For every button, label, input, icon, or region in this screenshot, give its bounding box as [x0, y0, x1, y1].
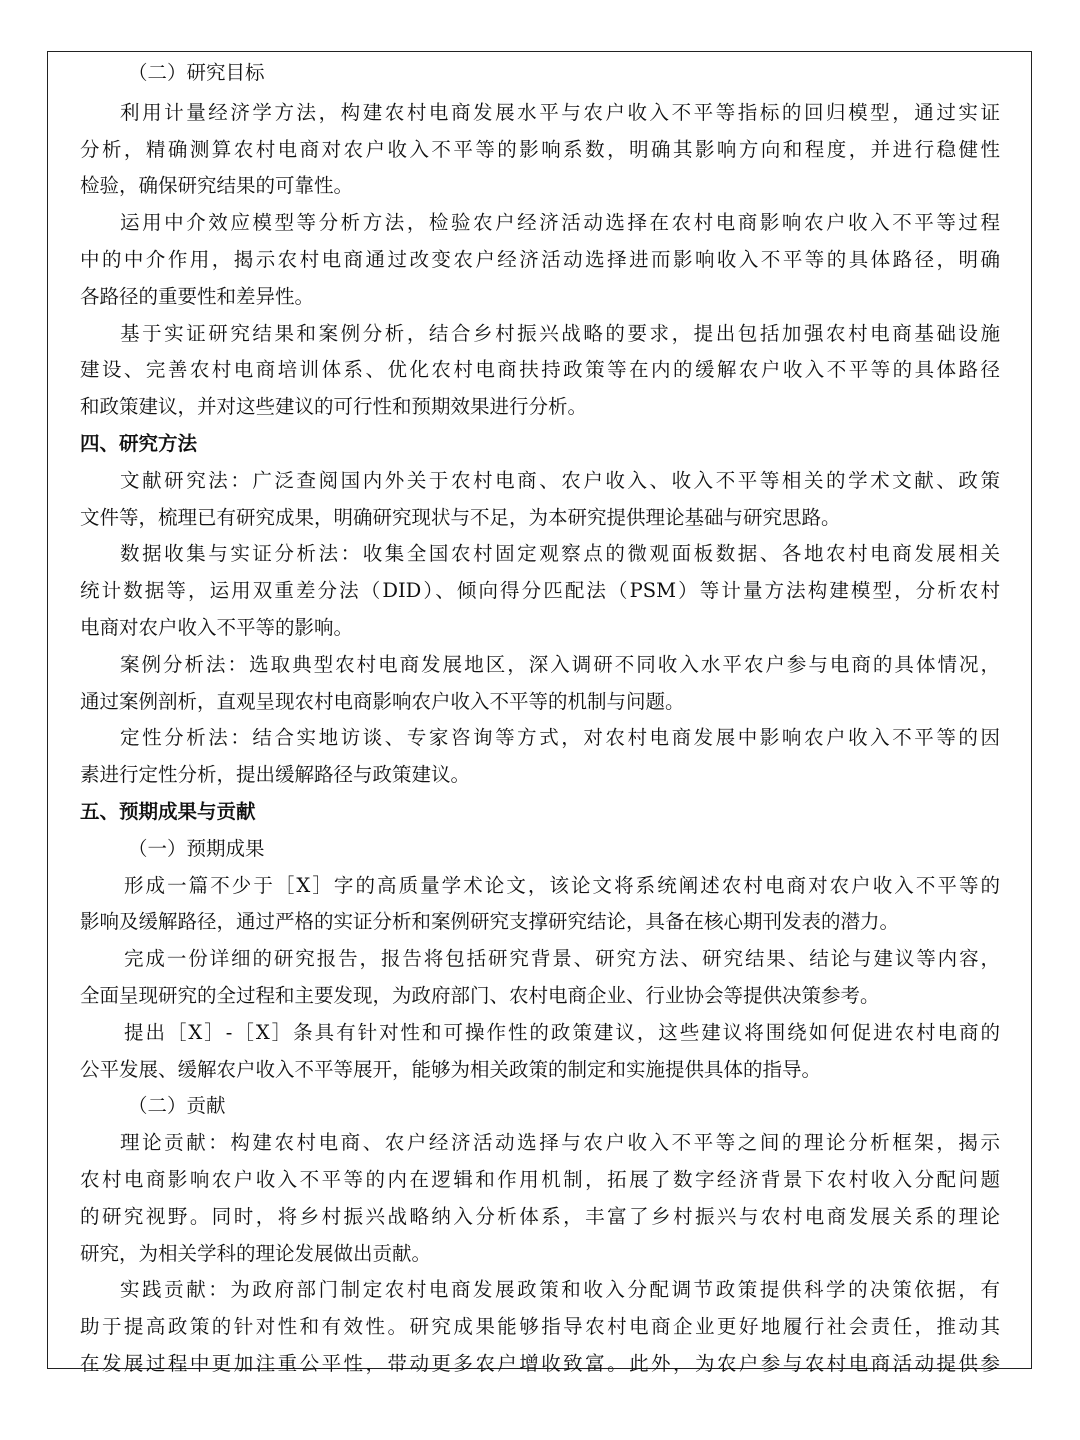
section-heading-methods: 四、研究方法 — [80, 431, 198, 455]
paragraph-method-empirical — [80, 536, 1000, 646]
paragraph-expected-paper — [80, 868, 1000, 942]
text-line: 素进行定性分析，提出缓解路径与政策建议。 — [80, 763, 471, 787]
text-line: 助于提高政策的针对性和有效性。研究成果能够指导农村电商企业更好地履行社会责任，推动其 — [80, 1315, 1000, 1339]
subsection-title-objectives: （二）研究目标 — [128, 61, 265, 84]
text-line: 形成一篇不少于［X］字的高质量学术论文，该论文将系统阐述农村电商对农户收入不平等的 — [124, 873, 1000, 897]
text-line: 影响及缓解路径，通过严格的实证分析和案例研究支撑研究结论，具备在核心期刊发表的潜力。 — [80, 910, 900, 934]
paragraph-expected-report — [80, 941, 1000, 1015]
document-body — [80, 55, 1000, 1383]
text-line: 在发展过程中更加注重公平性，带动更多农户增收致富。此外，为农户参与农村电商活动提供参 — [80, 1351, 1000, 1375]
text-line: 各路径的重要性和差异性。 — [80, 284, 315, 308]
text-line: 农村电商影响农户收入不平等的内在逻辑和作用机制，拓展了数字经济背景下农村收入分配问题 — [80, 1167, 1000, 1191]
text-line: 分析，精确测算农村电商对农户收入不平等的影响系数，明确其影响方向和程度，并进行稳健性 — [80, 137, 1000, 161]
text-line: 理论贡献：构建农村电商、农户经济活动选择与农户收入不平等之间的理论分析框架，揭示 — [120, 1131, 1000, 1155]
text-line: 统计数据等，运用双重差分法（DID）、倾向得分匹配法（PSM）等计量方法构建模型，分析农村 — [80, 579, 1000, 603]
text-line: 完成一份详细的研究报告，报告将包括研究背景、研究方法、研究结果、结论与建议等内容， — [124, 947, 1000, 971]
text-line: 建设、完善农村电商培训体系、优化农村电商扶持政策等在内的缓解农户收入不平等的具体路径 — [80, 358, 1000, 382]
text-line: 文件等，梳理已有研究成果，明确研究现状与不足，为本研究提供理论基础与研究思路。 — [80, 505, 841, 529]
paragraph-objective-3 — [80, 316, 1000, 426]
text-line: 和政策建议，并对这些建议的可行性和预期效果进行分析。 — [80, 395, 588, 419]
paragraph-contribution-practice — [80, 1272, 1000, 1382]
text-line: 基于实证研究结果和案例分析，结合乡村振兴战略的要求，提出包括加强农村电商基础设施 — [120, 321, 1000, 345]
paragraph-expected-policy — [80, 1015, 1000, 1089]
text-line: 文献研究法：广泛查阅国内外关于农村电商、农户收入、收入不平等相关的学术文献、政策 — [120, 468, 1000, 492]
text-line: 检验，确保研究结果的可靠性。 — [80, 174, 354, 198]
paragraph-objective-1 — [80, 95, 1000, 205]
text-line: 电商对农户收入不平等的影响。 — [80, 615, 354, 639]
paragraph-method-case — [80, 647, 1000, 721]
paragraph-contribution-theory — [80, 1125, 1000, 1272]
paragraph-objective-2 — [80, 205, 1000, 315]
paragraph-method-literature — [80, 463, 1000, 537]
text-line: 全面呈现研究的全过程和主要发现，为政府部门、农村电商企业、行业协会等提供决策参考。 — [80, 983, 880, 1007]
text-line: 通过案例剖析，直观呈现农村电商影响农户收入不平等的机制与问题。 — [80, 689, 685, 713]
subsection-title-contribution: （二）贡献 — [128, 1094, 226, 1118]
section-heading-outcomes: 五、预期成果与贡献 — [80, 799, 256, 823]
text-line: 提出［X］-［X］条具有针对性和可操作性的政策建议，这些建议将围绕如何促进农村电商的 — [124, 1020, 1000, 1044]
text-line: 实践贡献：为政府部门制定农村电商发展政策和收入分配调节政策提供科学的决策依据，有 — [120, 1278, 1000, 1302]
text-line: 利用计量经济学方法，构建农村电商发展水平与农户收入不平等指标的回归模型，通过实证 — [120, 100, 1000, 124]
text-line: 研究，为相关学科的理论发展做出贡献。 — [80, 1241, 432, 1265]
text-line: 数据收集与实证分析法：收集全国农村固定观察点的微观面板数据、各地农村电商发展相关 — [120, 542, 1000, 566]
text-line: 运用中介效应模型等分析方法，检验农户经济活动选择在农村电商影响农户收入不平等过程 — [120, 211, 1000, 235]
subsection-title-expected: （一）预期成果 — [128, 836, 265, 860]
text-line: 中的中介作用，揭示农村电商通过改变农户经济活动选择进而影响收入不平等的具体路径，明确 — [80, 247, 1000, 271]
text-line: 公平发展、缓解农户收入不平等展开，能够为相关政策的制定和实施提供具体的指导。 — [80, 1057, 822, 1081]
paragraph-method-qualitative — [80, 720, 1000, 794]
text-line: 的研究视野。同时，将乡村振兴战略纳入分析体系，丰富了乡村振兴与农村电商发展关系的理论 — [80, 1204, 1000, 1228]
text-line: 案例分析法：选取典型农村电商发展地区，深入调研不同收入水平农户参与电商的具体情况， — [120, 652, 1000, 676]
text-line: 定性分析法：结合实地访谈、专家咨询等方式，对农村电商发展中影响农户收入不平等的因 — [120, 726, 1000, 750]
